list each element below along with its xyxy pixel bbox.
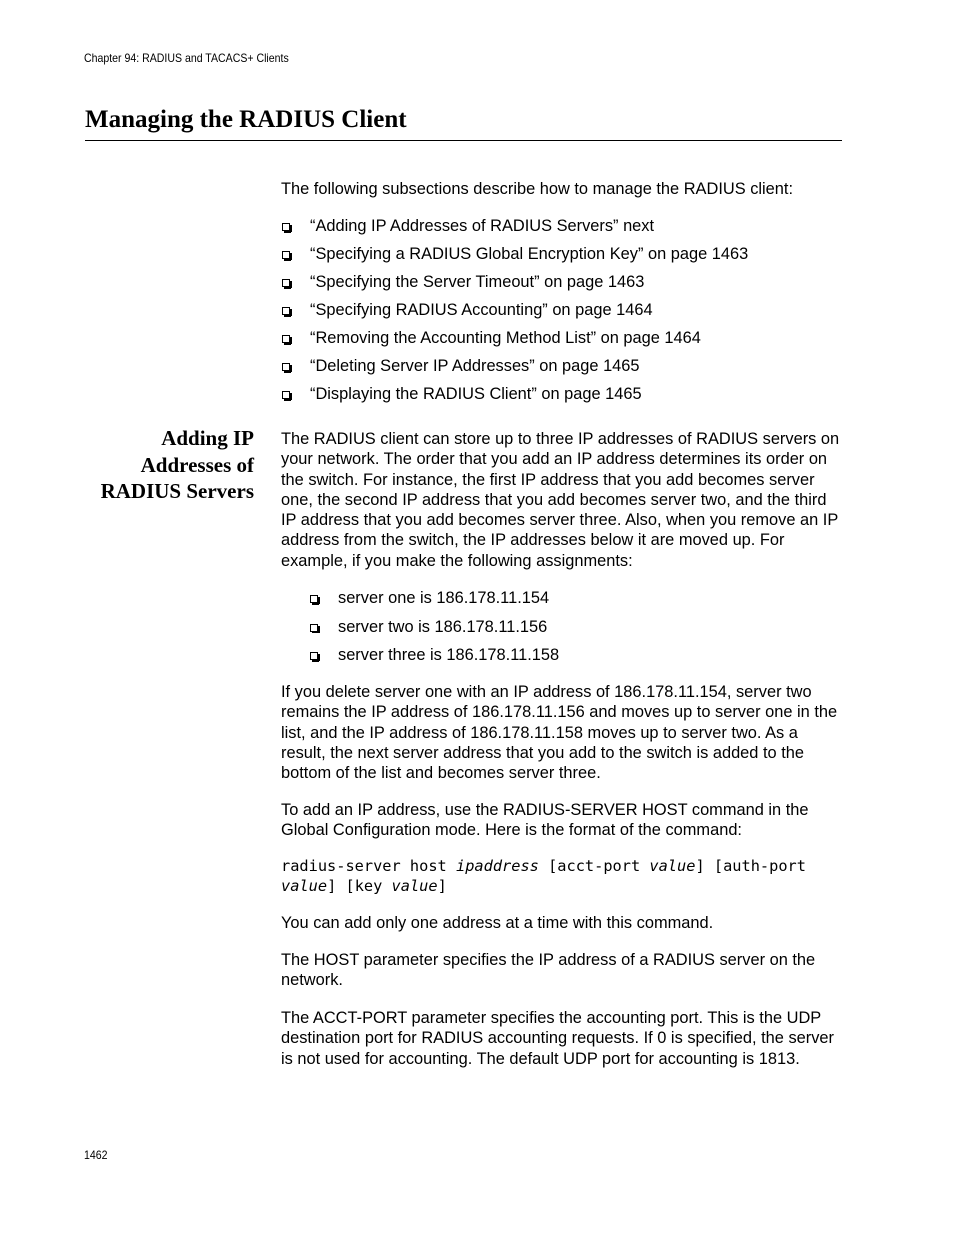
list-item: server one is 186.178.11.154 <box>309 588 559 617</box>
code-arg: value <box>391 876 438 895</box>
intro-paragraph: The following subsections describe how to manage the RADIUS client: <box>281 180 794 198</box>
checkbox-bullet-icon <box>282 335 290 343</box>
body-paragraph: The RADIUS client can store up to three IP addresses of RADIUS servers on your network. The order that you add an IP address determines its order on the switch. For instance, the first IP address that you add becomes server one, the second IP address that you add becomes server two, and the third IP address that you add becomes server three. Also, when you remove an IP address from the switch, the IP addresses below it are moved up. For example, if you make the following assignments: <box>281 430 840 570</box>
body-paragraph: The ACCT-PORT parameter specifies the accounting port. This is the UDP destination port for RADIUS accounting requests. If 0 is specified, the server is not used for accounting. The default UDP port for accounting is 1813. <box>281 1009 834 1068</box>
code-arg: ipaddress <box>455 857 539 875</box>
subsection-heading-line: Addresses of <box>140 452 254 477</box>
server-list <box>309 588 559 674</box>
body-paragraph: You can add only one address at a time with this command. <box>281 914 714 932</box>
checkbox-bullet-icon <box>282 279 290 287</box>
list-item[interactable]: “Adding IP Addresses of RADIUS Servers” next <box>281 216 748 244</box>
checkbox-bullet-icon <box>310 595 318 603</box>
body-paragraph: To add an IP address, use the RADIUS-SERVER HOST command in the Global Configuration mode. Here is the format of the command: <box>281 801 809 840</box>
subsection-heading-line: RADIUS Servers <box>100 479 254 503</box>
list-item: server two is 186.178.11.156 <box>309 617 559 646</box>
list-item[interactable]: “Specifying the Server Timeout” on page 1463 <box>281 272 748 300</box>
checkbox-bullet-icon <box>282 363 290 371</box>
page-number: 1462 <box>84 1148 108 1162</box>
section-title: Managing the RADIUS Client <box>85 106 407 133</box>
checkbox-bullet-icon <box>282 307 290 315</box>
list-item: server three is 186.178.11.158 <box>309 645 559 674</box>
list-item[interactable]: “Removing the Accounting Method List” on page 1464 <box>281 328 748 356</box>
list-item[interactable]: “Specifying RADIUS Accounting” on page 1464 <box>281 300 748 328</box>
code-arg: value <box>281 876 328 895</box>
title-rule <box>85 140 842 141</box>
checkbox-bullet-icon <box>282 223 290 231</box>
section-link-list <box>281 216 748 412</box>
list-item[interactable]: “Displaying the RADIUS Client” on page 1465 <box>281 384 748 412</box>
subsection-heading-line: Adding IP <box>161 426 254 450</box>
body-paragraph: If you delete server one with an IP address of 186.178.11.154, server two remains the IP address of 186.178.11.156 and moves up to server one in the list, and the IP address of 186.178.11.158 moves up to server two. As a result, the next server address that you add to the switch is added to the bottom of the list and becomes server three. <box>281 683 838 783</box>
checkbox-bullet-icon <box>310 652 318 660</box>
running-head: Chapter 94: RADIUS and TACACS+ Clients <box>84 51 289 65</box>
list-item[interactable]: “Specifying a RADIUS Global Encryption Key” on page 1463 <box>281 244 748 272</box>
list-item[interactable]: “Deleting Server IP Addresses” on page 1465 <box>281 356 748 384</box>
body-paragraph: The HOST parameter specifies the IP address of a RADIUS server on the network. <box>281 951 816 990</box>
subsection-heading <box>70 425 254 505</box>
code-arg: value <box>649 857 696 875</box>
checkbox-bullet-icon <box>282 251 290 259</box>
command-syntax: radius-server host ipaddress [acct-port value] [auth-port value] [key value] <box>281 857 806 895</box>
checkbox-bullet-icon <box>282 391 290 399</box>
checkbox-bullet-icon <box>310 624 318 632</box>
